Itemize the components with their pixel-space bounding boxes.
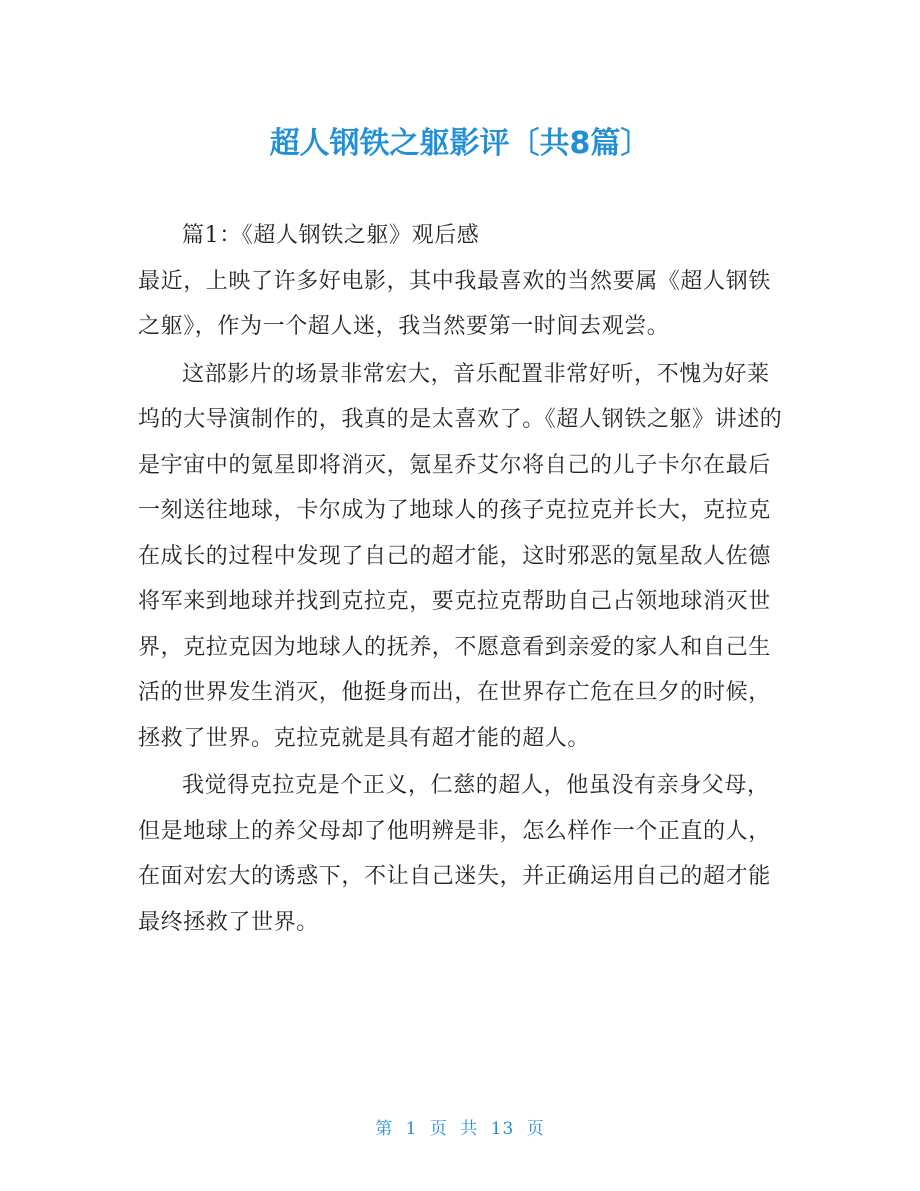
page-number-footer: 第 1 页 共 13 页 xyxy=(375,1119,545,1139)
document-body xyxy=(138,213,783,945)
section-heading: 篇1：《超人钢铁之躯》观后感 xyxy=(182,223,480,248)
paragraph-2: 这部影片的场景非常宏大，音乐配置非常好听，不愧为好莱坞的大导演制作的，我真的是太喜欢了。《超人钢铁之躯》讲述的是宇宙中的氪星即将消灭，氪星乔艾尔将自己的儿子卡尔在最后一刻送往地球，卡尔成为了地球人的孩子克拉克并长大，克拉克在成长的过程中发现了自己的超才能，这时邪恶的氪星敌人佐德将军来到地球并找到克拉克，要克拉克帮助自己占领地球消灭世界，克拉克因为地球人的抚养，不愿意看到亲爱的家人和自己生活的世界发生消灭，他挺身而出，在世界存亡危在旦夕的时候，拯救了世界。克拉克就是具有超才能的超人。 xyxy=(138,361,783,751)
paragraph-3: 我觉得克拉克是个正义，仁慈的超人，他虽没有亲身父母，但是地球上的养父母却了他明辨是非，怎么样作一个正直的人，在面对宏大的诱惑下，不让自己迷失，并正确运用自己的超才能最终拯救了世界。 xyxy=(138,773,771,935)
paragraph-1: 最近，上映了许多好电影，其中我最喜欢的当然要属《超人钢铁之躯》，作为一个超人迷，我当然要第一时间去观尝。 xyxy=(138,268,771,339)
document-title: 超人钢铁之躯影评〔共8篇〕 xyxy=(269,126,651,161)
